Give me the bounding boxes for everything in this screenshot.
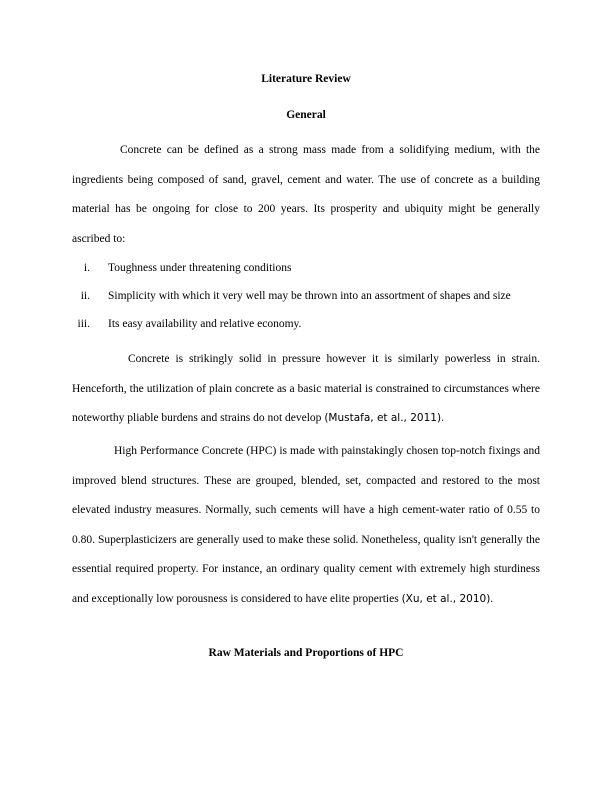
paragraph-hpc bbox=[72, 437, 540, 614]
list-item bbox=[72, 288, 540, 304]
list-number: ii. bbox=[80, 290, 90, 302]
list-text: Toughness under threatening conditions bbox=[108, 262, 292, 274]
section-heading-raw-materials: Raw Materials and Proportions of HPC bbox=[208, 647, 404, 659]
list-number: i. bbox=[83, 262, 90, 274]
paragraph-strength bbox=[72, 345, 540, 434]
page-title: Literature Review bbox=[261, 73, 351, 85]
paragraph-hpc-text: High Performance Concrete (HPC) is made with painstakingly chosen top-notch fixings and improved blend structures. These are grouped, blended, set, compacted and restored to the most elevated industry measures. Normally, such cements will have a high cement-water ratio of 0.55 to 0.80. Superplasticizers are generally used to make these solid. Nonetheless, quality isn't generally the essential required property. For instance, an ordinary quality cement with extremely high sturdiness and exceptionally low porousness is considered to have elite properties bbox=[72, 445, 540, 605]
citation-xu: (Xu, et al., 2010) bbox=[401, 592, 491, 605]
citation-mustafa: (Mustafa, et al., 2011) bbox=[324, 412, 442, 424]
list-text: Its easy availability and relative economy. bbox=[108, 318, 302, 330]
paragraph-hpc-end: . bbox=[490, 592, 494, 605]
paragraph-strength-end: . bbox=[441, 412, 444, 424]
paragraph-strength-text: Concrete is strikingly solid in pressure however it is similarly powerless in strain. Henceforth, the utilization of plain concrete as a basic material is constrained to circumstances where noteworthy pliable burdens and strains do not develop bbox=[72, 353, 540, 424]
paragraph-intro: Concrete can be defined as a strong mass made from a solidifying medium, with the ingredients being composed of sand, gravel, cement and water. The use of concrete as a building material has be ongoing for close to 200 years. Its prosperity and ubiquity might be generally ascribed to: bbox=[72, 144, 540, 245]
section-heading-general: General bbox=[286, 109, 326, 121]
list-item bbox=[72, 260, 540, 276]
list-number: iii. bbox=[77, 318, 90, 330]
list-text: Simplicity with which it very well may be thrown into an assortment of shapes and size bbox=[108, 290, 511, 302]
list-item bbox=[72, 316, 540, 332]
